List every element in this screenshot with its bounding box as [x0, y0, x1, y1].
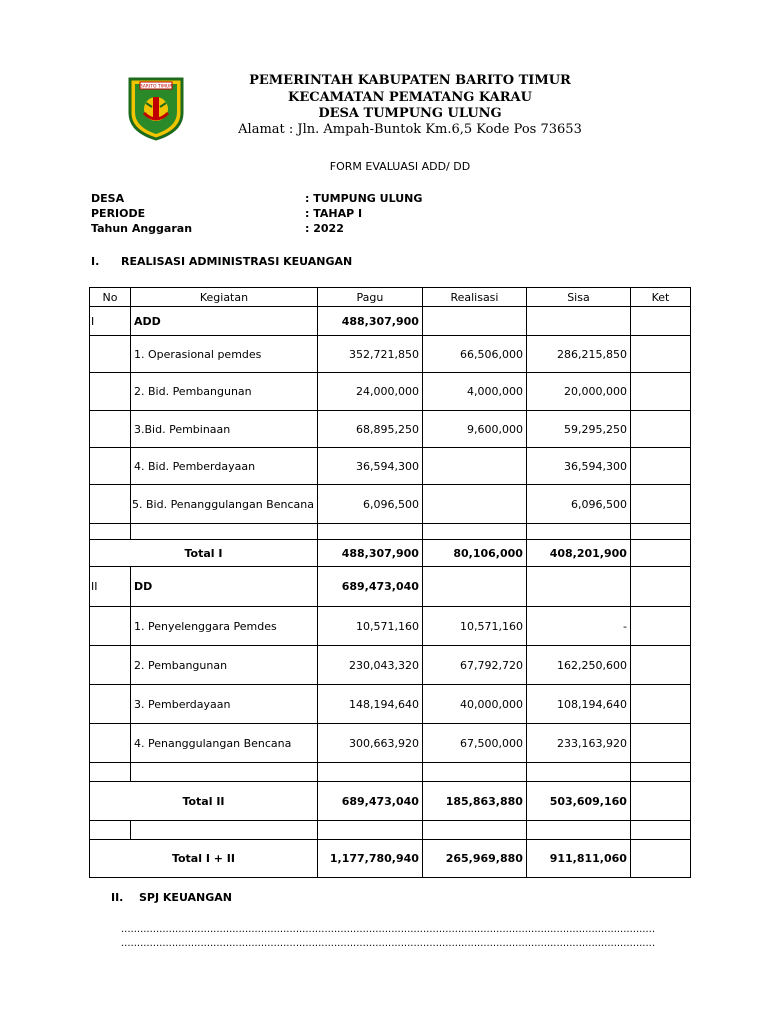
cell-kegiatan: 4. Penanggulangan Bencana [131, 724, 318, 763]
col-header-kegiatan: Kegiatan [131, 288, 318, 307]
cell-kegiatan: 5. Bid. Penanggulangan Bencana [131, 485, 318, 524]
cell-realisasi [422, 448, 526, 485]
cell-pagu: 36,594,300 [317, 448, 422, 485]
cell-grand-total-pagu: 1,177,780,940 [317, 840, 422, 878]
table-row [90, 646, 691, 685]
info-label-tahun: Tahun Anggaran [91, 222, 193, 235]
cell-realisasi: 4,000,000 [422, 373, 526, 411]
cell-realisasi: 40,000,000 [422, 685, 526, 724]
cell-total-sisa: 408,201,900 [526, 540, 630, 567]
cell-pagu: 488,307,900 [317, 307, 422, 336]
cell-kegiatan: ADD [131, 307, 318, 336]
cell-pagu: 10,571,160 [317, 607, 422, 646]
cell-total-realisasi: 80,106,000 [422, 540, 526, 567]
cell-pagu: 24,000,000 [317, 373, 422, 411]
table-row-add-group [90, 307, 691, 336]
info-value-tahun: : 2022 [305, 222, 344, 235]
cell-kegiatan: 3. Pemberdayaan [131, 685, 318, 724]
cell-pagu: 300,663,920 [317, 724, 422, 763]
table-row-blank [90, 524, 691, 540]
col-header-sisa: Sisa [526, 288, 630, 307]
info-value-periode: : TAHAP I [305, 207, 363, 220]
cell-realisasi: 10,571,160 [422, 607, 526, 646]
header-address: Alamat : Jln. Ampah-Buntok Km.6,5 Kode Pos 73653 [238, 122, 582, 137]
evaluation-table [89, 287, 691, 878]
table-row-blank [90, 821, 691, 840]
cell-kegiatan: 1. Operasional pemdes [131, 336, 318, 373]
cell-pagu: 352,721,850 [317, 336, 422, 373]
cell-total-realisasi: 185,863,880 [422, 782, 526, 821]
col-header-no: No [90, 288, 131, 307]
table-row [90, 373, 691, 411]
table-row [90, 411, 691, 448]
cell-pagu: 689,473,040 [317, 567, 422, 607]
info-label-desa: DESA [91, 192, 125, 205]
col-header-ket: Ket [630, 288, 690, 307]
logo-text: BARITO TIMUR [139, 84, 173, 90]
header-line-2: KECAMATAN PEMATANG KARAU [288, 90, 532, 105]
cell-kegiatan: 1. Penyelenggara Pemdes [131, 607, 318, 646]
cell-total-label: Total I [90, 540, 318, 567]
cell-sisa: 162,250,600 [526, 646, 630, 685]
cell-grand-total-sisa: 911,811,060 [526, 840, 630, 878]
cell-realisasi [422, 485, 526, 524]
cell-total-pagu: 488,307,900 [317, 540, 422, 567]
table-row-dd-group [90, 567, 691, 607]
table-row-total-2 [90, 782, 691, 821]
table-row [90, 685, 691, 724]
cell-pagu: 6,096,500 [317, 485, 422, 524]
cell-realisasi: 67,500,000 [422, 724, 526, 763]
section2-title: SPJ KEUANGAN [139, 891, 233, 904]
cell-sisa: 59,295,250 [526, 411, 630, 448]
table-row [90, 485, 691, 524]
cell-total-sisa: 503,609,160 [526, 782, 630, 821]
info-label-periode: PERIODE [91, 207, 146, 220]
cell-kegiatan: DD [131, 567, 318, 607]
barito-timur-emblem [126, 73, 186, 141]
table-header-row [90, 288, 691, 307]
cell-total-pagu: 689,473,040 [317, 782, 422, 821]
section2-number: II. [111, 891, 124, 904]
cell-grand-total-label: Total I + II [90, 840, 318, 878]
cell-realisasi: 9,600,000 [422, 411, 526, 448]
cell-kegiatan: 2. Pembangunan [131, 646, 318, 685]
cell-pagu: 68,895,250 [317, 411, 422, 448]
cell-pagu: 148,194,640 [317, 685, 422, 724]
col-header-realisasi: Realisasi [422, 288, 526, 307]
info-value-desa: : TUMPUNG ULUNG [305, 192, 423, 205]
cell-pagu: 230,043,320 [317, 646, 422, 685]
cell-realisasi: 67,792,720 [422, 646, 526, 685]
cell-realisasi: 66,506,000 [422, 336, 526, 373]
cell-kegiatan: 3.Bid. Pembinaan [131, 411, 318, 448]
cell-total-label: Total II [90, 782, 318, 821]
dotted-line-1: ........................................................................................................................................................................ [121, 924, 656, 935]
cell-sisa: 20,000,000 [526, 373, 630, 411]
table-row-total-1 [90, 540, 691, 567]
cell-sisa: 36,594,300 [526, 448, 630, 485]
cell-sisa: 108,194,640 [526, 685, 630, 724]
cell-no: I [90, 307, 131, 336]
table-row [90, 724, 691, 763]
col-header-pagu: Pagu [317, 288, 422, 307]
cell-sisa: 233,163,920 [526, 724, 630, 763]
form-title: FORM EVALUASI ADD/ DD [329, 160, 471, 173]
header-line-3: DESA TUMPUNG ULUNG [318, 106, 502, 121]
cell-grand-total-realisasi: 265,969,880 [422, 840, 526, 878]
table-row-grand-total [90, 840, 691, 878]
cell-no: II [90, 567, 131, 607]
header-line-1: PEMERINTAH KABUPATEN BARITO TIMUR [249, 73, 571, 88]
section1-title: REALISASI ADMINISTRASI KEUANGAN [121, 255, 353, 268]
section1-number: I. [91, 255, 100, 268]
cell-kegiatan: 2. Bid. Pembangunan [131, 373, 318, 411]
table-row [90, 448, 691, 485]
cell-sisa: 6,096,500 [526, 485, 630, 524]
table-row-blank [90, 763, 691, 782]
cell-sisa: 286,215,850 [526, 336, 630, 373]
cell-sisa: - [526, 607, 630, 646]
dotted-line-2: ........................................................................................................................................................................ [121, 938, 656, 949]
table-row [90, 336, 691, 373]
table-row [90, 607, 691, 646]
cell-kegiatan: 4. Bid. Pemberdayaan [131, 448, 318, 485]
